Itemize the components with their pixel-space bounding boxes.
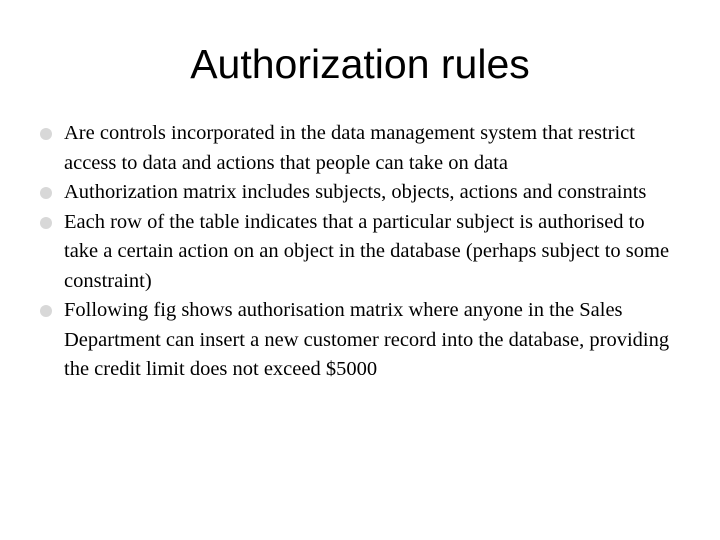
slide-title: Authorization rules [190, 41, 530, 87]
bullet-item [0, 119, 720, 178]
bullet-item [0, 296, 720, 385]
bullet-text: Following fig shows authorisation matrix where anyone in the Sales Department can insert a new customer record into the database, providing the credit limit does not exceed $5000 [64, 299, 670, 380]
bullet-dot-icon [40, 217, 52, 229]
bullet-dot-icon [40, 187, 52, 199]
bullet-dot-icon [40, 128, 52, 140]
bullet-list [0, 119, 720, 385]
bullet-text: Are controls incorporated in the data management system that restrict access to data and actions that people can take on data [64, 122, 635, 174]
bullet-text: Authorization matrix includes subjects, objects, actions and constraints [64, 181, 647, 203]
bullet-item [0, 178, 720, 208]
bullet-dot-icon [40, 305, 52, 317]
bullet-item [0, 208, 720, 297]
bullet-text: Each row of the table indicates that a particular subject is authorised to take a certain action on an object in the database (perhaps subject to some constraint) [64, 210, 670, 292]
